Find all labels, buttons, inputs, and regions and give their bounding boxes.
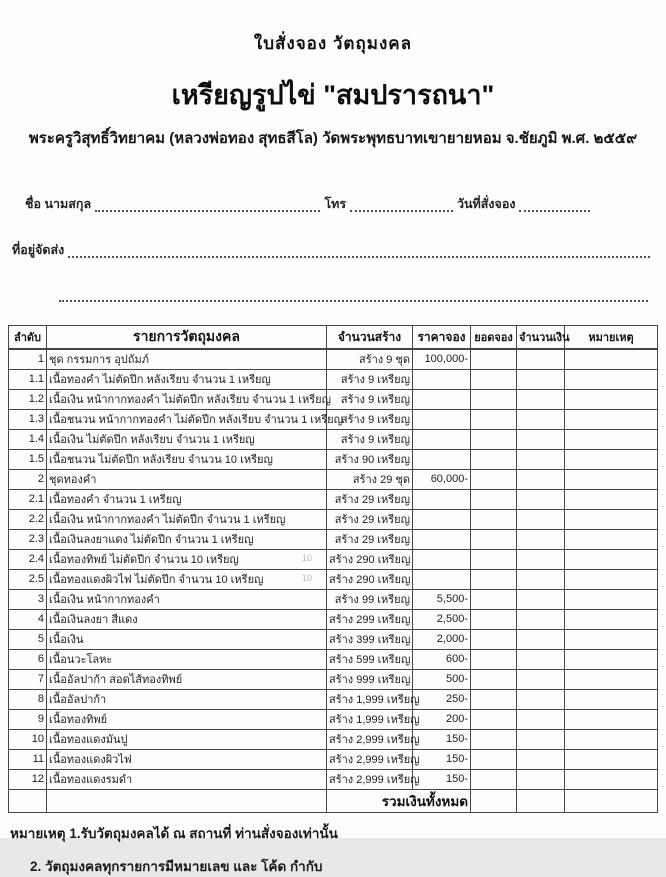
order-date-label: วันที่สั่งจอง	[456, 197, 516, 211]
row-price-cell: 100,000-	[413, 349, 471, 369]
total-label-cell: รวมเงินทั้งหมด	[327, 789, 471, 812]
row-item-text: เนื้อเงิน	[49, 634, 84, 646]
row-remark-cell	[565, 749, 658, 769]
row-order-cell	[471, 529, 517, 549]
row-amount-cell	[517, 369, 565, 389]
row-price-cell: 200-	[413, 709, 471, 729]
total-no-cell	[9, 789, 47, 812]
row-price-cell: 500-	[413, 669, 471, 689]
row-order-cell	[471, 429, 517, 449]
row-order-cell	[471, 469, 517, 489]
items-table	[8, 325, 658, 813]
row-price-cell: 60,000-	[413, 469, 471, 489]
row-item-text: เนื้อทองแดงมันปู	[49, 734, 128, 746]
row-no-cell: 9	[9, 709, 47, 729]
row-item-text: เนื้ออัลปาก้า สอดไส้ทองทิพย์	[49, 674, 183, 686]
row-item-text: เนื้อทองคำ ไม่ตัดปีก หลังเรียบ จำนวน 1 เหรียญ	[49, 374, 271, 386]
row-order-cell	[471, 689, 517, 709]
note-line-1: หมายเหตุ 1.รับวัตถุมงคลได้ ณ สถานที่ ท่านสั่งจองเท่านั้น	[10, 825, 338, 841]
row-item-text: เนื้อทองแดงผิวไฟ	[49, 754, 132, 766]
row-remark-cell	[565, 729, 658, 749]
table-row	[9, 749, 658, 769]
row-amount-cell	[517, 489, 565, 509]
row-order-cell	[471, 729, 517, 749]
row-remark-cell	[565, 469, 658, 489]
row-qty-cell: สร้าง 2,999 เหรียญ	[327, 729, 413, 749]
row-no-cell: 1.1	[9, 369, 47, 389]
row-no-cell: 2.2	[9, 509, 47, 529]
row-item-cell	[47, 549, 327, 569]
row-price-cell	[413, 409, 471, 429]
row-remark-cell	[565, 509, 658, 529]
temple-subtitle: พระครูวิสุทธิ์วิทยาคม (หลวงพ่อทอง สุทธสีโล) วัดพระพุทธบาทเขายายหอม จ.ชัยภูมิ พ.ศ. ๒๕๕๙	[28, 130, 638, 147]
header-remark: หมายเหตุ	[565, 326, 658, 350]
document-header	[0, 0, 666, 150]
table-row	[9, 589, 658, 609]
row-no-cell: 2.1	[9, 489, 47, 509]
row-no-cell: 2.3	[9, 529, 47, 549]
row-amount-cell	[517, 609, 565, 629]
row-qty-cell: สร้าง 29 เหรียญ	[327, 529, 413, 549]
row-price-cell: 600-	[413, 649, 471, 669]
phone-fill-line	[350, 200, 453, 212]
row-order-cell	[471, 629, 517, 649]
row-item-text: เนื้อทองทิพย์ ไม่ตัดปีก จำนวน 10 เหรียญ	[49, 554, 239, 566]
document-title: ใบสั่งจอง วัตถุมงคล	[253, 34, 413, 53]
table-row	[9, 389, 658, 409]
row-price-cell: 150-	[413, 729, 471, 749]
row-amount-cell	[517, 389, 565, 409]
coin-name-title: เหรียญรูปไข่ "สมปรารถนา"	[171, 80, 495, 110]
row-item-cell	[47, 469, 327, 489]
row-item-text: เนื้อทองแดงผิวไฟ ไม่ตัดปีก จำนวน 10 เหรียญ	[49, 574, 264, 586]
header-amount: จำนวนเงิน	[517, 326, 565, 350]
row-price-cell: 2,000-	[413, 629, 471, 649]
row-qty-cell: สร้าง 999 เหรียญ	[327, 669, 413, 689]
row-amount-cell	[517, 549, 565, 569]
row-price-cell	[413, 569, 471, 589]
row-qty-cell: สร้าง 90 เหรียญ	[327, 449, 413, 469]
row-item-cell	[47, 589, 327, 609]
row-price-cell: 2,500-	[413, 609, 471, 629]
row-no-cell: 12	[9, 769, 47, 789]
row-no-cell: 1.2	[9, 389, 47, 409]
row-remark-cell	[565, 689, 658, 709]
row-qty-cell: สร้าง 9 เหรียญ	[327, 409, 413, 429]
row-qty-cell: สร้าง 1,999 เหรียญ	[327, 709, 413, 729]
row-qty-cell: สร้าง 99 เหรียญ	[327, 589, 413, 609]
row-order-cell	[471, 609, 517, 629]
row-amount-cell	[517, 509, 565, 529]
header-no: ลำดับ	[9, 326, 47, 350]
row-order-cell	[471, 369, 517, 389]
row-amount-cell	[517, 669, 565, 689]
address-fill-line	[68, 246, 650, 258]
row-no-cell: 5	[9, 629, 47, 649]
table-row	[9, 609, 658, 629]
row-item-text: เนื้อเงิน หน้ากากทองคำ ไม่ตัดปีก หลังเรียบ จำนวน 1 เหรียญ	[49, 394, 331, 406]
row-qty-cell: สร้าง 29 เหรียญ	[327, 489, 413, 509]
row-item-cell	[47, 429, 327, 449]
row-order-cell	[471, 769, 517, 789]
row-remark-cell	[565, 769, 658, 789]
row-remark-cell	[565, 489, 658, 509]
row-amount-cell	[517, 589, 565, 609]
table-row	[9, 549, 658, 569]
row-item-cell	[47, 409, 343, 429]
row-qty-cell: สร้าง 2,999 เหรียญ	[327, 769, 413, 789]
footer-notes	[0, 822, 666, 877]
row-no-cell: 4	[9, 609, 47, 629]
row-remark-cell	[565, 349, 658, 369]
row-qty-cell: สร้าง 299 เหรียญ	[327, 609, 413, 629]
row-amount-cell	[517, 349, 565, 369]
row-price-cell: 150-	[413, 749, 471, 769]
row-item-text: เนื้อเงิน หน้ากากทองคำ	[49, 594, 160, 606]
row-item-cell	[47, 669, 327, 689]
row-order-cell	[471, 489, 517, 509]
row-price-cell	[413, 509, 471, 529]
table-row	[9, 489, 658, 509]
phone-label: โทร	[324, 197, 347, 211]
row-item-cell	[47, 509, 327, 529]
row-order-cell	[471, 709, 517, 729]
row-price-cell	[413, 389, 471, 409]
table-row	[9, 429, 658, 449]
row-amount-cell	[517, 689, 565, 709]
table-row	[9, 569, 658, 589]
row-price-cell: 150-	[413, 769, 471, 789]
row-amount-cell	[517, 709, 565, 729]
row-qty-cell: สร้าง 9 เหรียญ	[327, 389, 413, 409]
table-row	[9, 409, 658, 429]
row-item-text: เนื้อชนวน หน้ากากทองคำ ไม่ตัดปีก หลังเรียบ จำนวน 1 เหรียญ	[49, 414, 343, 426]
row-qty-cell: สร้าง 2,999 เหรียญ	[327, 749, 413, 769]
header-order: ยอดจอง	[471, 326, 517, 350]
table-row	[9, 629, 658, 649]
row-order-cell	[471, 749, 517, 769]
row-no-cell: 2	[9, 469, 47, 489]
address-line-2	[55, 290, 652, 304]
row-item-cell	[47, 709, 327, 729]
row-order-cell	[471, 409, 517, 429]
row-watermark: 10	[301, 552, 312, 563]
row-item-text: เนื้อทองแดงรมดำ	[49, 774, 133, 786]
row-no-cell: 11	[9, 749, 47, 769]
row-item-cell	[47, 569, 327, 589]
row-remark-cell	[565, 369, 658, 389]
table-row	[9, 369, 658, 389]
row-qty-cell: สร้าง 9 เหรียญ	[327, 369, 413, 389]
row-remark-cell	[565, 429, 658, 449]
row-remark-cell	[565, 389, 658, 409]
row-amount-cell	[517, 569, 565, 589]
items-table-footer	[9, 789, 658, 812]
row-remark-cell	[565, 589, 658, 609]
row-item-text: เนื้อเงินลงยา สีแดง	[49, 614, 138, 626]
row-no-cell: 8	[9, 689, 47, 709]
row-item-cell	[47, 629, 327, 649]
row-item-text: เนื้อนวะโลหะ	[49, 654, 113, 666]
row-item-cell	[47, 349, 327, 369]
row-order-cell	[471, 589, 517, 609]
header-item: รายการวัตถุมงคล	[47, 326, 327, 350]
row-order-cell	[471, 669, 517, 689]
row-item-text: เนื้อเงินลงยาแดง ไม่ตัดปีก จำนวน 1 เหรียญ	[49, 534, 254, 546]
row-price-cell	[413, 429, 471, 449]
row-remark-cell	[565, 609, 658, 629]
row-remark-cell	[565, 629, 658, 649]
row-qty-cell: สร้าง 29 เหรียญ	[327, 509, 413, 529]
row-remark-cell	[565, 449, 658, 469]
table-row	[9, 529, 658, 549]
total-order-cell	[471, 789, 517, 812]
row-remark-cell	[565, 649, 658, 669]
row-amount-cell	[517, 649, 565, 669]
row-item-cell	[47, 389, 331, 409]
row-item-text: เนื้อทองทิพย์	[49, 714, 108, 726]
row-remark-cell	[565, 549, 658, 569]
row-no-cell: 2.5	[9, 569, 47, 589]
row-order-cell	[471, 549, 517, 569]
row-qty-cell: สร้าง 9 เหรียญ	[327, 429, 413, 449]
row-item-text: ชุดทองคำ	[49, 474, 97, 486]
row-qty-cell: สร้าง 599 เหรียญ	[327, 649, 413, 669]
total-row	[9, 789, 658, 812]
row-amount-cell	[517, 529, 565, 549]
row-no-cell: 1.3	[9, 409, 47, 429]
header-qty: จำนวนสร้าง	[327, 326, 413, 350]
header-price: ราคาจอง	[413, 326, 471, 350]
row-item-cell	[47, 749, 327, 769]
row-no-cell: 6	[9, 649, 47, 669]
items-table-header	[9, 326, 658, 350]
row-no-cell: 7	[9, 669, 47, 689]
row-remark-cell	[565, 709, 658, 729]
row-remark-cell	[565, 529, 658, 549]
row-price-cell: 5,500-	[413, 589, 471, 609]
row-item-cell	[47, 449, 327, 469]
customer-info-section	[0, 194, 666, 304]
row-amount-cell	[517, 409, 565, 429]
table-row	[9, 769, 658, 789]
row-qty-cell: สร้าง 399 เหรียญ	[327, 629, 413, 649]
row-amount-cell	[517, 449, 565, 469]
row-no-cell: 1.4	[9, 429, 47, 449]
row-price-cell	[413, 489, 471, 509]
note-line-2: 2. วัตถุมงคลทุกรายการมีหมายเลข และ โค้ด กำกับ	[30, 858, 323, 874]
row-order-cell	[471, 569, 517, 589]
row-order-cell	[471, 649, 517, 669]
row-watermark: 10	[301, 572, 312, 583]
address-fill-line-2	[59, 290, 648, 302]
row-amount-cell	[517, 469, 565, 489]
row-remark-cell	[565, 569, 658, 589]
row-amount-cell	[517, 729, 565, 749]
name-phone-date-line	[25, 194, 594, 214]
row-price-cell	[413, 369, 471, 389]
row-qty-cell: สร้าง 9 ชุด	[327, 349, 413, 369]
row-item-text: ชุด กรรมการ อุปถัมภ์	[49, 354, 149, 367]
row-item-text: เนื้อทองคำ จำนวน 1 เหรียญ	[49, 494, 182, 506]
table-row	[9, 709, 658, 729]
row-remark-cell	[565, 409, 658, 429]
row-price-cell	[413, 529, 471, 549]
row-price-cell: 250-	[413, 689, 471, 709]
row-no-cell: 10	[9, 729, 47, 749]
table-row	[9, 669, 658, 689]
row-amount-cell	[517, 429, 565, 449]
row-amount-cell	[517, 749, 565, 769]
row-order-cell	[471, 349, 517, 369]
row-item-cell	[47, 529, 327, 549]
row-item-cell	[47, 769, 327, 789]
row-qty-cell: สร้าง 290 เหรียญ	[327, 549, 413, 569]
row-item-text: เนื้อเงิน หน้ากากทองคำ ไม่ตัดปีก จำนวน 1 เหรียญ	[49, 514, 286, 526]
table-row	[9, 469, 658, 489]
order-date-fill-line	[519, 200, 590, 212]
row-qty-cell: สร้าง 290 เหรียญ	[327, 569, 413, 589]
row-item-cell	[47, 369, 327, 389]
total-item-cell	[47, 789, 327, 812]
row-item-text: เนื้ออัลปาก้า	[49, 694, 107, 706]
row-order-cell	[471, 389, 517, 409]
row-item-cell	[47, 689, 327, 709]
row-order-cell	[471, 449, 517, 469]
row-order-cell	[471, 509, 517, 529]
row-amount-cell	[517, 769, 565, 789]
total-remark-cell	[565, 789, 658, 812]
row-no-cell: 3	[9, 589, 47, 609]
row-price-cell	[413, 449, 471, 469]
name-fill-line	[95, 200, 320, 212]
table-row	[9, 649, 658, 669]
row-remark-cell	[565, 669, 658, 689]
items-table-body	[9, 349, 658, 789]
name-label: ชื่อ นามสกุล	[25, 197, 92, 211]
address-label: ที่อยู่จัดส่ง	[12, 243, 65, 257]
table-row	[9, 509, 658, 529]
address-line	[12, 240, 654, 260]
row-qty-cell: สร้าง 1,999 เหรียญ	[327, 689, 413, 709]
table-row	[9, 349, 658, 369]
row-item-cell	[47, 649, 327, 669]
table-row	[9, 449, 658, 469]
row-item-cell	[47, 489, 327, 509]
row-amount-cell	[517, 629, 565, 649]
total-amount-cell	[517, 789, 565, 812]
table-row	[9, 729, 658, 749]
row-item-cell	[47, 609, 327, 629]
row-no-cell: 1	[9, 349, 47, 369]
row-no-cell: 1.5	[9, 449, 47, 469]
row-item-cell	[47, 729, 327, 749]
row-item-text: เนื้อชนวน ไม่ตัดปีก หลังเรียบ จำนวน 10 เหรียญ	[49, 454, 273, 466]
table-row	[9, 689, 658, 709]
row-qty-cell: สร้าง 29 ชุด	[327, 469, 413, 489]
row-no-cell: 2.4	[9, 549, 47, 569]
row-price-cell	[413, 549, 471, 569]
row-item-text: เนื้อเงิน ไม่ตัดปีก หลังเรียบ จำนวน 1 เหรียญ	[49, 434, 255, 446]
